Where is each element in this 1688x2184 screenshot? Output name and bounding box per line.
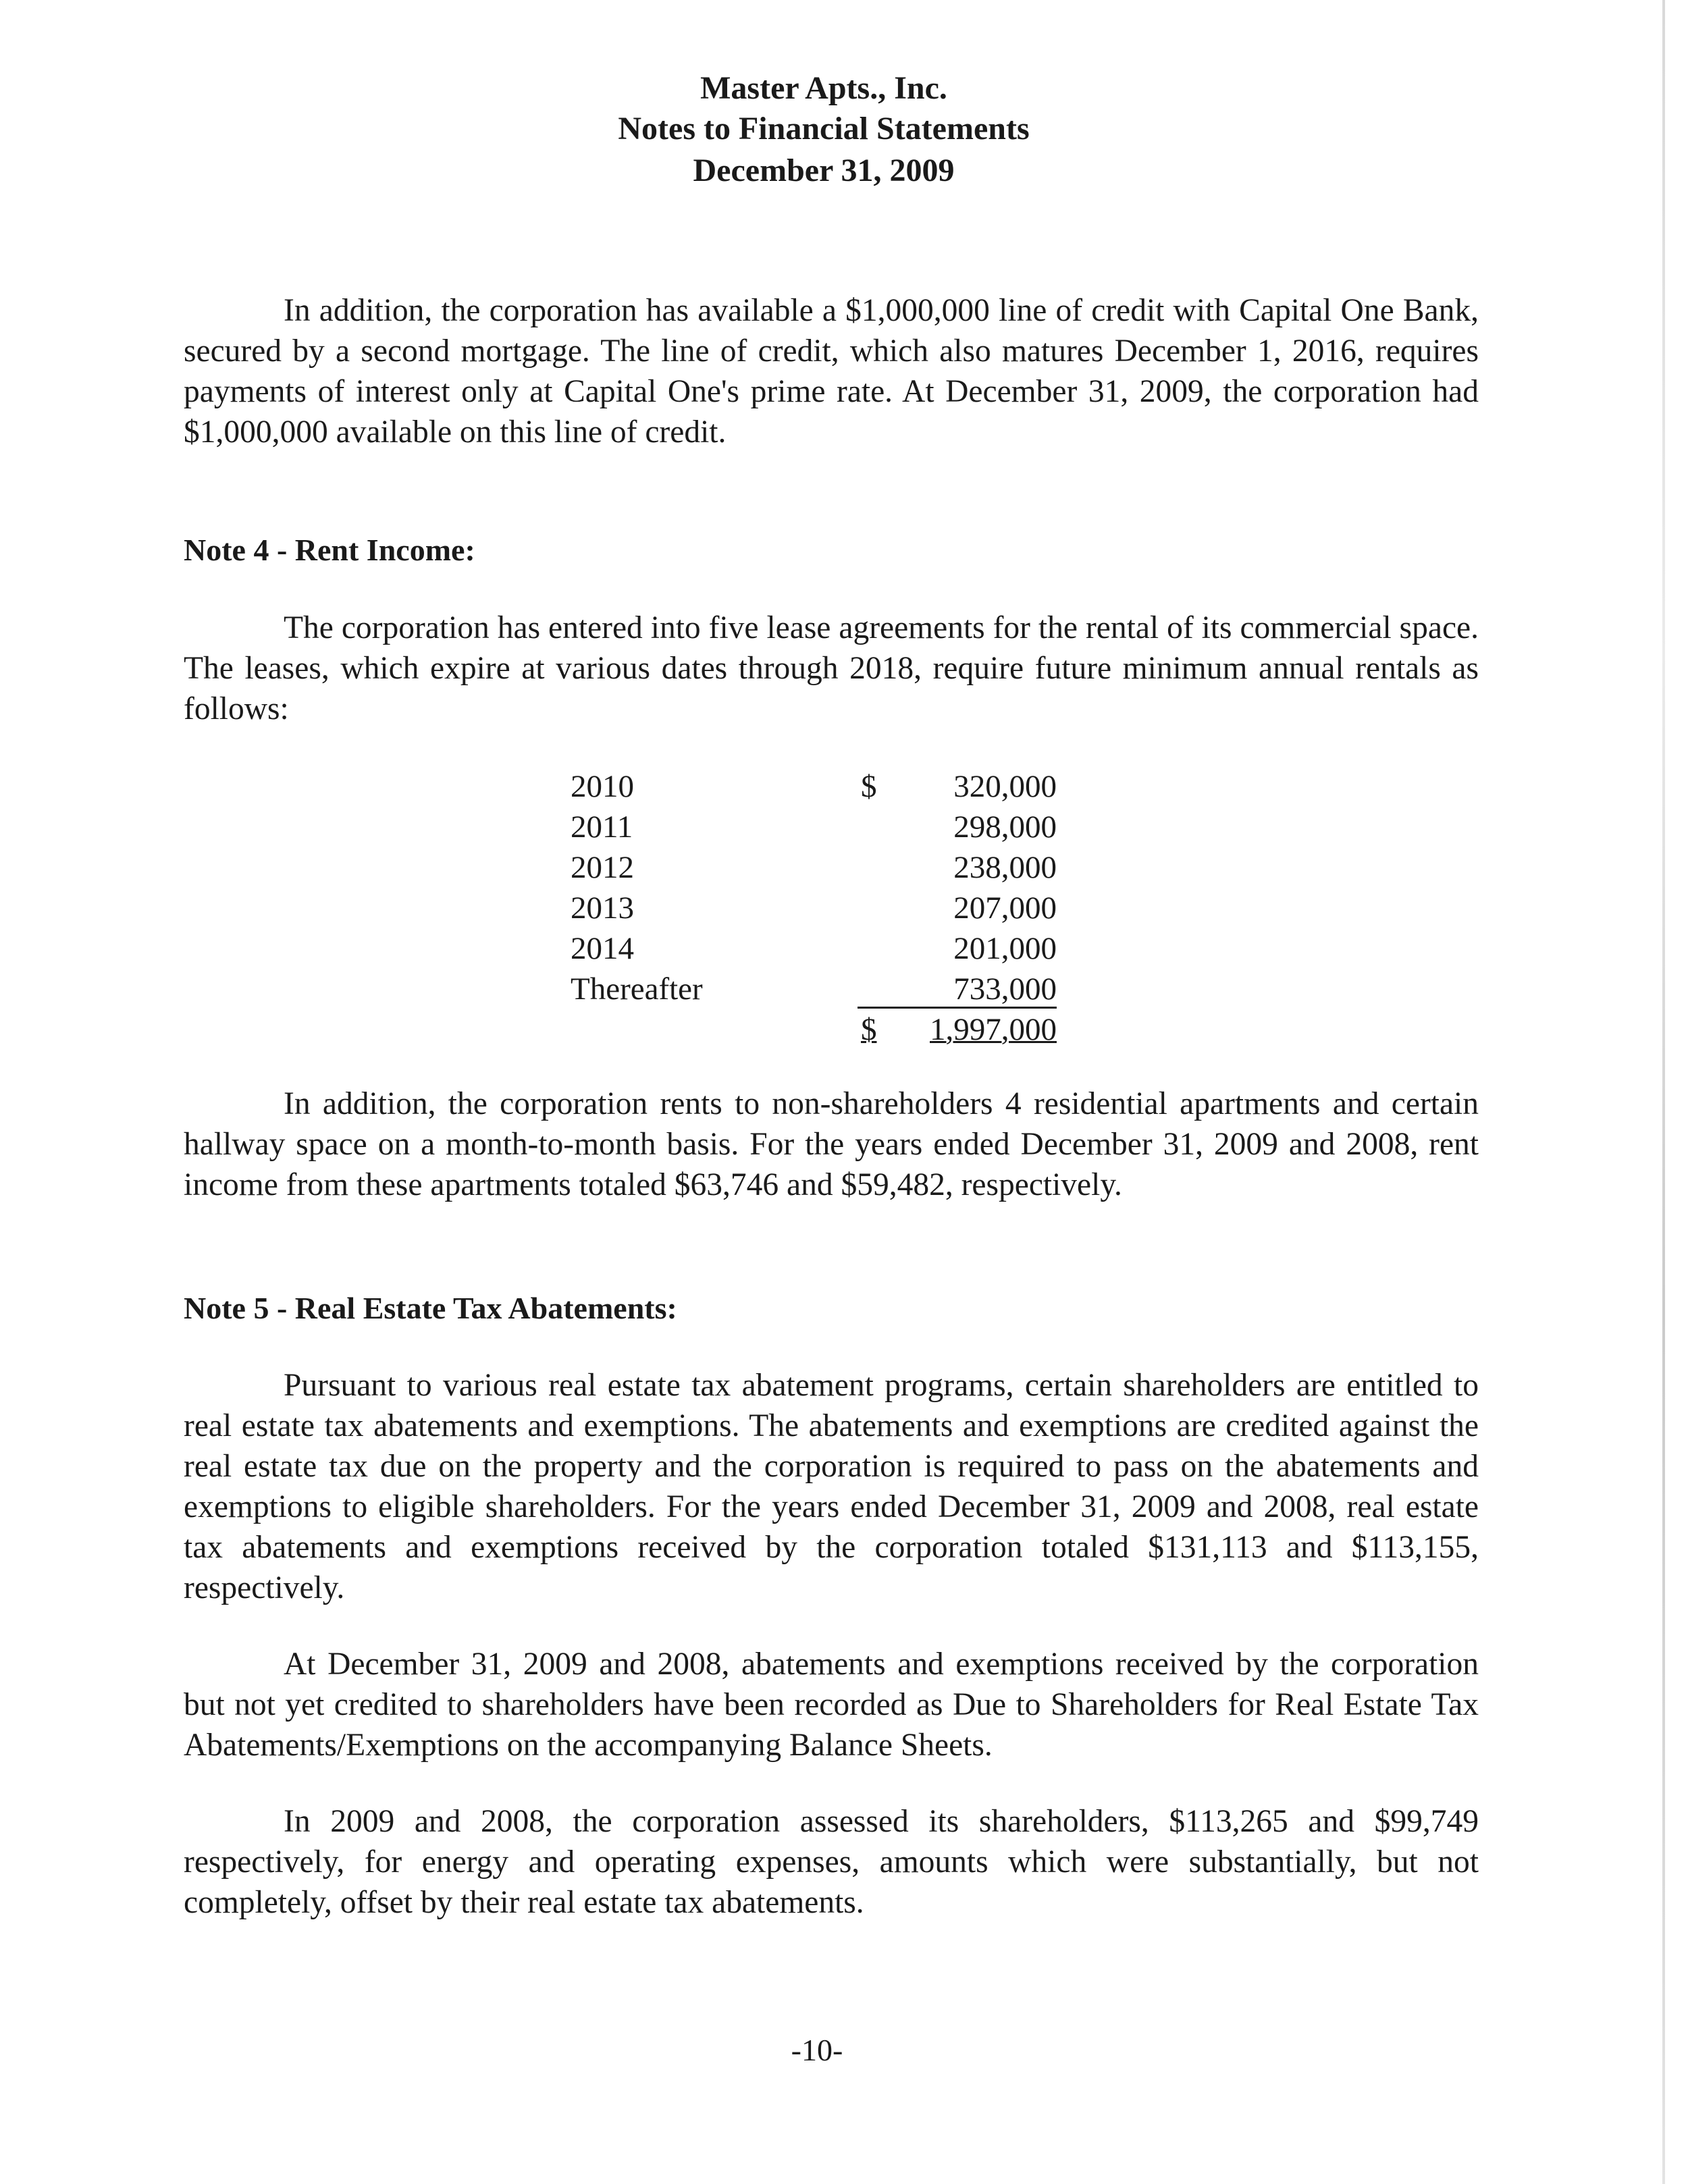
note-5-paragraph-1: Pursuant to various real estate tax abatement programs, certain shareholders are entitled to real estate tax abatements and exemptions. The abatements and exemptions are credited against the real estate tax due on the property and the corporation is required to pass on the abatements and exemptions to eligible shareholders. For the years ended December 31, 2009 and 2008, real estate tax abatements and exemptions received by the corporation totaled $131,113 and $113,155, respectively. — [184, 1368, 1479, 1605]
rent-year: 2011 — [571, 809, 633, 845]
document-title: Notes to Financial Statements — [618, 111, 1030, 147]
rent-year: 2010 — [571, 769, 634, 804]
rent-amount: 733,000 — [953, 971, 1057, 1007]
rent-year: 2014 — [571, 931, 634, 966]
note-5-paragraph-3: In 2009 and 2008, the corporation assessed its shareholders, $113,265 and $99,749 respectively, for energy and operating expenses, amounts which were substantially, but not completely, offset by their real estate tax abatements. — [184, 1804, 1479, 1920]
rent-year: Thereafter — [571, 971, 703, 1007]
rent-year: 2012 — [571, 850, 634, 885]
note-4-paragraph-2: In addition, the corporation rents to non-shareholders 4 residential apartments and certain hallway space on a month-to-month basis. For the years ended December 31, 2009 and 2008, rent income from these apartments totaled $63,746 and $59,482, respectively. — [184, 1086, 1479, 1202]
page-number: -10- — [791, 2033, 843, 2067]
rent-amount: 207,000 — [953, 890, 1057, 926]
currency-symbol: $ — [861, 769, 877, 804]
rent-total: 1,997,000 — [930, 1012, 1057, 1047]
note-4-paragraph-1: The corporation has entered into five lease agreements for the rental of its commercial space. The leases, which expire at various dates through 2018, require future minimum annual rentals as follows: — [184, 610, 1479, 726]
document-date: December 31, 2009 — [693, 153, 955, 188]
note-5-paragraph-2: At December 31, 2009 and 2008, abatements and exemptions received by the corporation but not yet credited to shareholders have been recorded as Due to Shareholders for Real Estate Tax Abatements/Exemptions on the accompanying Balance Sheets. — [184, 1647, 1479, 1763]
rent-amount: 298,000 — [953, 809, 1057, 845]
currency-symbol: $ — [861, 1012, 877, 1047]
rent-year: 2013 — [571, 890, 634, 926]
note-4-heading: Note 4 - Rent Income: — [184, 533, 475, 567]
rent-amount: 320,000 — [953, 769, 1057, 804]
rent-amount: 201,000 — [953, 931, 1057, 966]
company-name: Master Apts., Inc. — [700, 70, 947, 106]
scan-edge-artifact — [1662, 0, 1665, 2184]
rent-amount: 238,000 — [953, 850, 1057, 885]
line-of-credit-paragraph: In addition, the corporation has available a $1,000,000 line of credit with Capital One Bank, secured by a second mortgage. The line of credit, which also matures December 1, 2016, requires payments of interest only at Capital One's prime rate. At December 31, 2009, the corporation had $1,000,000 available on this line of credit. — [184, 293, 1479, 450]
note-5-heading: Note 5 - Real Estate Tax Abatements: — [184, 1291, 677, 1325]
subtotal-underline — [858, 1007, 1057, 1009]
